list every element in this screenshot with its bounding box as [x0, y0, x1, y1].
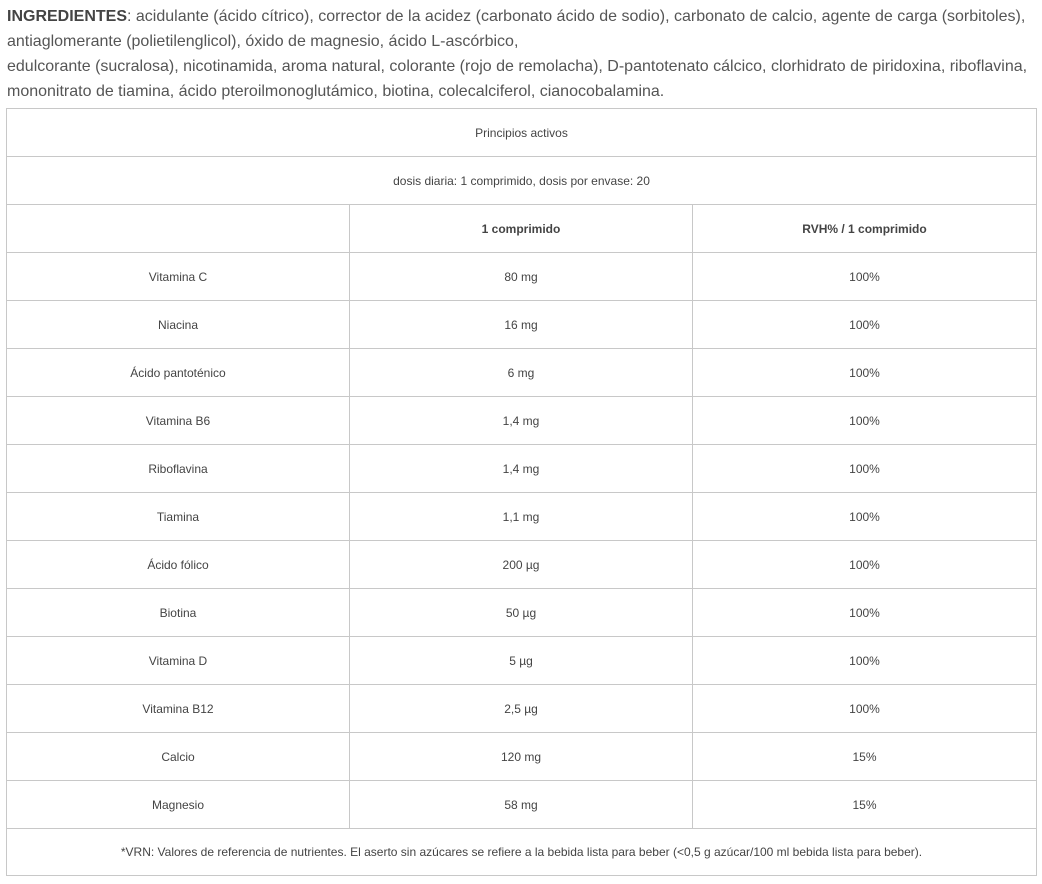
table-row: [7, 397, 1037, 445]
table-header-row: [7, 205, 1037, 253]
table-footnote-row: [7, 829, 1037, 876]
header-cell-amount: 1 comprimido: [350, 205, 693, 253]
nutrient-amount: 200 µg: [350, 541, 693, 589]
nutrient-name: Tiamina: [7, 493, 350, 541]
header-cell-rvh: RVH% / 1 comprimido: [693, 205, 1037, 253]
nutrient-name: Vitamina B12: [7, 685, 350, 733]
nutrient-name: Vitamina C: [7, 253, 350, 301]
table-row: [7, 445, 1037, 493]
table-row: [7, 253, 1037, 301]
nutrient-name: Riboflavina: [7, 445, 350, 493]
nutrient-rvh: 100%: [693, 589, 1037, 637]
nutrition-table: [6, 108, 1037, 876]
table-footnote: *VRN: Valores de referencia de nutrientes. El aserto sin azúcares se refiere a la bebida lista para beber (<0,5 g azúcar/100 ml bebida lista para beber).: [7, 829, 1037, 876]
nutrient-rvh: 100%: [693, 349, 1037, 397]
nutrient-amount: 1,4 mg: [350, 445, 693, 493]
nutrient-rvh: 100%: [693, 397, 1037, 445]
table-row: [7, 733, 1037, 781]
nutrient-rvh: 100%: [693, 301, 1037, 349]
nutrient-rvh: 100%: [693, 541, 1037, 589]
nutrient-name: Calcio: [7, 733, 350, 781]
ingredients-label: INGREDIENTES: [7, 8, 128, 25]
nutrient-amount: 6 mg: [350, 349, 693, 397]
nutrient-amount: 50 µg: [350, 589, 693, 637]
nutrient-name: Niacina: [7, 301, 350, 349]
nutrient-name: Vitamina D: [7, 637, 350, 685]
table-dose: dosis diaria: 1 comprimido, dosis por envase: 20: [7, 157, 1037, 205]
nutrient-name: Magnesio: [7, 781, 350, 829]
table-title-row: [7, 109, 1037, 157]
nutrient-rvh: 100%: [693, 493, 1037, 541]
nutrient-amount: 5 µg: [350, 637, 693, 685]
nutrient-amount: 16 mg: [350, 301, 693, 349]
nutrient-rvh: 100%: [693, 445, 1037, 493]
nutrient-rvh: 100%: [693, 637, 1037, 685]
nutrient-rvh: 100%: [693, 253, 1037, 301]
nutrient-name: Vitamina B6: [7, 397, 350, 445]
table-row: [7, 541, 1037, 589]
nutrient-rvh: 15%: [693, 781, 1037, 829]
table-row: [7, 301, 1037, 349]
nutrient-rvh: 15%: [693, 733, 1037, 781]
table-row: [7, 493, 1037, 541]
table-row: [7, 637, 1037, 685]
nutrient-amount: 58 mg: [350, 781, 693, 829]
table-row: [7, 589, 1037, 637]
nutrient-amount: 1,4 mg: [350, 397, 693, 445]
ingredients-text-1: : acidulante (ácido cítrico), corrector de la acidez (carbonato ácido de sodio), carbonato de calcio, agente de carga (sorbitoles), antiaglomerante (polietilenglicol), óxido de magnesio, ácido L-ascórbico,: [7, 8, 1026, 50]
ingredients-paragraph-2: edulcorante (sucralosa), nicotinamida, aroma natural, colorante (rojo de remolacha), D-pantotenato cálcico, clorhidrato de piridoxina, riboflavina, mononitrato de tiamina, ácido pteroilmonoglutámico, biotina, colecalciferol, cianocobalamina.: [7, 58, 1028, 100]
ingredients-section: [7, 4, 1037, 104]
nutrient-name: Ácido fólico: [7, 541, 350, 589]
nutrient-name: Ácido pantoténico: [7, 349, 350, 397]
ingredients-paragraph-1: [7, 4, 1037, 54]
table-row: [7, 781, 1037, 829]
table-row: [7, 685, 1037, 733]
header-cell-nutrient: [7, 205, 350, 253]
table-dose-row: [7, 157, 1037, 205]
nutrient-rvh: 100%: [693, 685, 1037, 733]
nutrient-name: Biotina: [7, 589, 350, 637]
table-title: Principios activos: [7, 109, 1037, 157]
nutrient-amount: 80 mg: [350, 253, 693, 301]
nutrient-amount: 1,1 mg: [350, 493, 693, 541]
nutrient-amount: 2,5 µg: [350, 685, 693, 733]
nutrient-amount: 120 mg: [350, 733, 693, 781]
table-row: [7, 349, 1037, 397]
